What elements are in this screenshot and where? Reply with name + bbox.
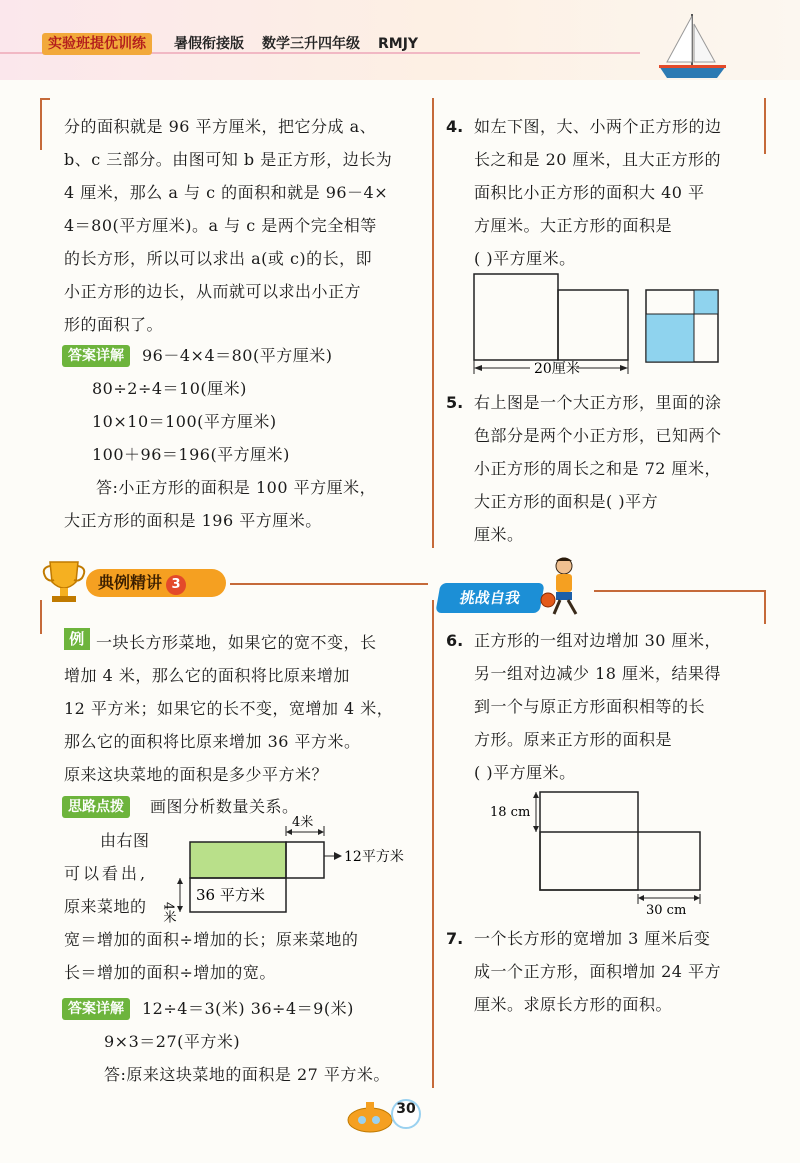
text-line: 4 厘米，那么 a 与 c 的面积和就是 96－4× xyxy=(64,183,389,202)
answer-tag: 答案详解 xyxy=(62,345,130,367)
side-text-line: 可以看出, xyxy=(64,864,149,883)
question-line: 方形。原来正方形的面积是 xyxy=(474,730,673,749)
top-label: 4米 xyxy=(292,815,314,830)
example-banner-label: 典例精讲 xyxy=(98,573,163,592)
version-label: RMJY xyxy=(378,36,419,52)
question-number: 5. xyxy=(446,393,464,412)
original-field xyxy=(190,842,286,878)
question-line: 右上图是一个大正方形，里面的涂 xyxy=(474,393,722,412)
edition-label: 暑假衔接版 xyxy=(174,36,244,52)
example-line: 那么它的面积将比原来增加 36 平方米。 xyxy=(64,732,361,751)
example-banner-number: 3 xyxy=(166,575,186,595)
example-line: 12 平方米；如果它的长不变，宽增加 4 米， xyxy=(64,699,394,718)
question-line: 长之和是 20 厘米，且大正方形的 xyxy=(474,150,722,169)
question-number: 4. xyxy=(446,117,464,136)
question-number: 6. xyxy=(446,631,464,650)
q6-figure xyxy=(486,788,716,918)
center-col-rule xyxy=(432,98,434,548)
example-line: 增加 4 米，那么它的面积将比原来增加 xyxy=(64,666,350,685)
question-line: 面积比小正方形的面积大 40 平 xyxy=(474,183,705,202)
question-line: 厘米。求原长方形的面积。 xyxy=(474,995,673,1014)
question-line: 一个长方形的宽增加 3 厘米后变 xyxy=(474,929,711,948)
answer-line: 96－4×4＝80(平方厘米) xyxy=(142,346,333,365)
answer-tag: 答案详解 xyxy=(62,998,130,1020)
question-line: 方厘米。大正方形的面积是 xyxy=(474,216,673,235)
new-rectangle xyxy=(540,832,700,890)
section-rule xyxy=(594,590,766,592)
side-text-line: 由右图 xyxy=(100,831,150,850)
q4-dimension-label: 20厘米 xyxy=(534,361,580,377)
page-number: 30 xyxy=(391,1099,421,1129)
example-figure xyxy=(160,812,428,924)
challenge-banner-label: 挑战自我 xyxy=(458,589,522,607)
question-line: 小正方形的周长之和是 72 厘米， xyxy=(474,459,722,478)
question-line: 正方形的一组对边增加 30 厘米， xyxy=(474,631,722,650)
side-text-line: 原来菜地的 xyxy=(64,897,147,916)
answer-line: 大正方形的面积是 196 平方厘米。 xyxy=(64,511,322,530)
challenge-banner xyxy=(435,583,544,613)
left-col-rule-tick xyxy=(42,98,50,100)
section-rule xyxy=(230,583,428,585)
length-extension xyxy=(286,842,324,878)
big-square xyxy=(474,274,558,360)
right-label: 12平方米 xyxy=(344,849,404,865)
left-label: 4米 xyxy=(160,902,176,924)
answer-line: 10×10＝100(平方厘米) xyxy=(92,412,277,431)
q4-q5-figures xyxy=(470,270,760,382)
question-line: 成一个正方形，面积增加 24 平方 xyxy=(474,962,722,981)
small-square xyxy=(558,290,628,360)
text-line: 4＝80(平方厘米)。a 与 c 是两个完全相等 xyxy=(64,216,377,235)
q5-shaded-square-large xyxy=(646,314,694,362)
question-line: 如左下图，大、小两个正方形的边 xyxy=(474,117,722,136)
question-line: ( )平方厘米。 xyxy=(474,249,576,268)
answer-line: 答:小正方形的面积是 100 平方厘米， xyxy=(96,478,377,497)
text-line: 的长方形，所以可以求出 a(或 c)的长，即 xyxy=(64,249,373,268)
left-col-rule xyxy=(40,98,42,150)
explanation-line: 宽＝增加的面积÷增加的长；原来菜地的 xyxy=(64,930,359,949)
left-col-rule xyxy=(40,600,42,634)
answer-line: 80÷2÷4＝10(厘米) xyxy=(92,379,247,398)
answer-line: 12÷4＝3(米) 36÷4＝9(米) xyxy=(142,999,354,1018)
right-col-rule xyxy=(764,98,766,154)
bottom-dimension-label: 30 cm xyxy=(646,903,687,918)
trophy-icon xyxy=(38,558,90,608)
explanation-line: 长＝增加的面积÷增加的宽。 xyxy=(64,963,276,982)
inner-label: 36 平方米 xyxy=(196,886,265,904)
original-square xyxy=(540,792,638,890)
text-line: 分的面积就是 96 平方厘米，把它分成 a、 xyxy=(64,117,377,136)
text-line: 形的面积了。 xyxy=(64,315,164,334)
question-line: 大正方形的面积是( )平方 xyxy=(474,492,659,511)
example-line: 原来这块菜地的面积是多少平方米？ xyxy=(64,765,329,784)
left-dimension-label: 18 cm xyxy=(490,805,531,820)
answer-line: 答:原来这块菜地的面积是 27 平方米。 xyxy=(104,1065,390,1084)
question-line: ( )平方厘米。 xyxy=(474,763,576,782)
question-line: 厘米。 xyxy=(474,525,524,544)
example-line: 例 一块长方形菜地，如果它的宽不变，长 xyxy=(64,628,377,658)
submarine-icon xyxy=(344,1096,396,1136)
question-line: 另一组对边减少 18 厘米，结果得 xyxy=(474,664,722,683)
hint-tag: 思路点拨 xyxy=(62,796,130,818)
answer-line: 9×3＝27(平方米) xyxy=(104,1032,241,1051)
center-col-rule xyxy=(432,600,434,1088)
series-title: 实验班提优训练 xyxy=(42,33,152,55)
example-banner xyxy=(86,569,226,597)
example-label: 例 xyxy=(64,628,90,650)
question-line: 到一个与原正方形面积相等的长 xyxy=(474,697,706,716)
question-number: 7. xyxy=(446,929,464,948)
right-col-rule xyxy=(764,590,766,624)
sailboat-icon xyxy=(655,10,730,82)
q5-shaded-square-small xyxy=(694,290,718,314)
basketball-player-icon xyxy=(538,556,590,618)
text-line: 小正方形的边长，从而就可以求出小正方 xyxy=(64,282,362,301)
answer-line: 100＋96＝196(平方厘米) xyxy=(92,445,290,464)
question-line: 色部分是两个小正方形，已知两个 xyxy=(474,426,722,445)
text-line: b、c 三部分。由图可知 b 是正方形，边长为 xyxy=(64,150,393,169)
subject-label: 数学三升四年级 xyxy=(262,36,360,52)
hint-text: 画图分析数量关系。 xyxy=(150,797,299,816)
